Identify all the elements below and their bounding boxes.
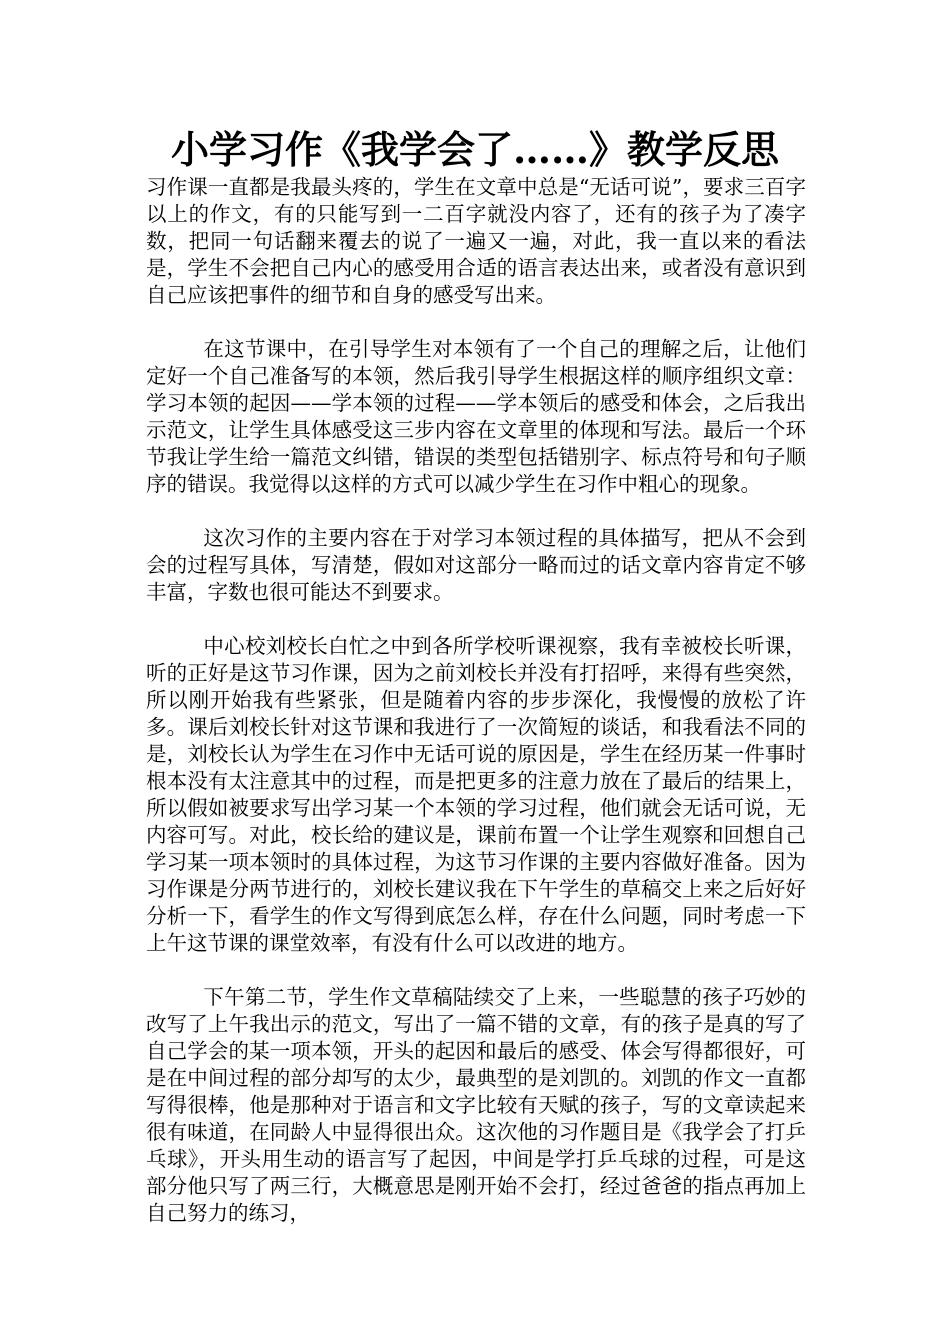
paragraph-main-content: 这次习作的主要内容在于对学习本领过程的具体描写，把从不会到会的过程写具体，写清楚，假如对这部分一略而过的话文章内容肯定不够丰富，字数也很可能达不到要求。 — [146, 526, 806, 604]
paragraph-principal-feedback: 中心校刘校长白忙之中到各所学校听课视察，我有幸被校长听课，听的正好是这节习作课，因为之前刘校长并没有打招呼，来得有些突然，所以刚开始我有些紧张，但是随着内容的步步深化，我慢慢的放松了许多。课后刘校长针对这节课和我进行了一次简短的谈话，和我看法不同的是，刘校长认为学生在习作中无话可说的原因是，学生在经历某一件事时根本没有太注意其中的过程，而是把更多的注意力放在了最后的结果上，所以假如被要求写出学习某一个本领的学习过程，他们就会无话可说，无内容可写。对此，校长给的建议是，课前布置一个让学生观察和回想自己学习某一项本领时的具体过程，为这节习作课的主要内容做好准备。因为习作课是分两节进行的，刘校长建议我在下午学生的草稿交上来之后好好分析一下，看学生的作文写得到底怎么样，存在什么问题，同时考虑一下上午这节课的课堂效率，有没有什么可以改进的地方。 — [146, 634, 806, 955]
document-body — [146, 174, 806, 1227]
document-title: 小学习作《我学会了……》教学反思 — [170, 127, 779, 172]
paragraph-intro: 习作课一直都是我最头疼的，学生在文章中总是“无话可说”，要求三百字以上的作文，有的只能写到一二百字就没内容了，还有的孩子为了凑字数，把同一句话翻来覆去的说了一遍又一遍，对此，我一直以来的看法是，学生不会把自己内心的感受用合适的语言表达出来，或者没有意识到自己应该把事件的细节和自身的感受写出来。 — [146, 175, 806, 307]
paragraph-afternoon-drafts: 下午第二节，学生作文草稿陆续交了上来，一些聪慧的孩子巧妙的改写了上午我出示的范文，写出了一篇不错的文章，有的孩子是真的写了自己学会的某一项本领，开头的起因和最后的感受、体会写得都很好，可是在中间过程的部分却写的太少，最典型的是刘凯的。刘凯的作文一直都写得很棒，他是那种对于语言和文字比较有天赋的孩子，写的文章读起来很有味道，在同龄人中显得很出众。这次他的习作题目是《我学会了打乒乓球》，开头用生动的语言写了起因，中间是学打乒乓球的过程，可是这部分他只写了两三行，大概意思是刚开始不会打，经过爸爸的指点再加上自己努力的练习， — [146, 985, 806, 1225]
paragraph-lesson-design: 在这节课中，在引导学生对本领有了一个自己的理解之后，让他们定好一个自己准备写的本领，然后我引导学生根据这样的顺序组织文章：学习本领的起因——学本领的过程——学本领后的感受和体会，之后我出示范文，让学生具体感受这三步内容在文章里的体现和写法。最后一个环节我让学生给一篇范文纠错，错误的类型包括错别字、标点符号和句子顺序的错误。我觉得以这样的方式可以减少学生在习作中粗心的现象。 — [146, 337, 806, 496]
